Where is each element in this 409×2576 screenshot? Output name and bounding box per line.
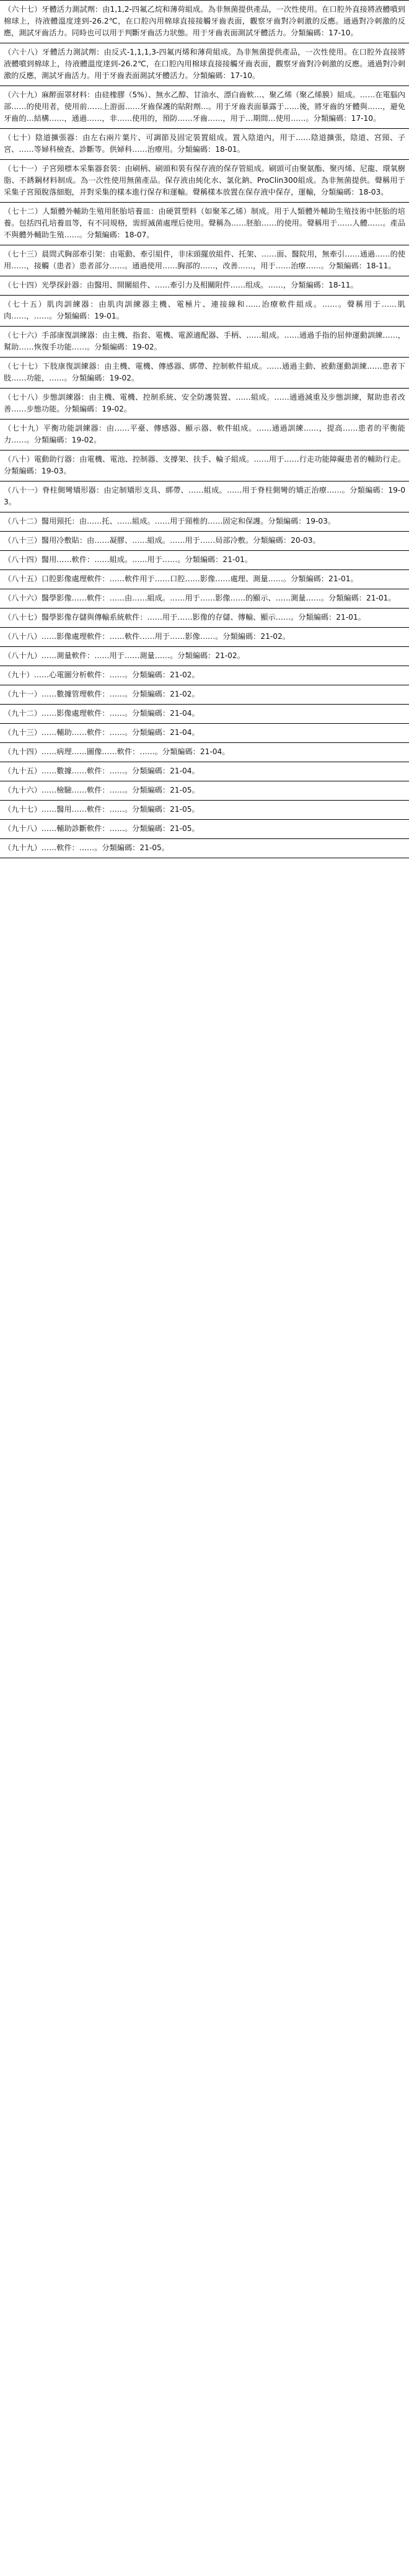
entry-81: （八十一）脊柱側彎矯形器：由定制矯形支具、綁帶、……組成。……用于脊柱側彎的矯正治療……。分類編碼：19-03。 bbox=[0, 481, 409, 512]
entry-82: （八十二）醫用頸托：由……托、……組成。……用于頸椎的……固定和保護。分類編碼：19-03。 bbox=[0, 512, 409, 532]
entry-97: （九十七）……醫用……軟件：……。分類編碼：21-05。 bbox=[0, 801, 409, 820]
entry-72: （七十二）人類體外輔助生殖用胚胎培養皿：由硬質塑料（如聚苯乙烯）制成。用于人類體外輔助生殖技術中胚胎的培養。包括四孔培養皿等，有不同規格，需經滅菌處理后使用。聲稱為……胚胎……的使用。聲稱用于……人體……。產品不與體外輔助生殖……。分類編碼：18-07。 bbox=[0, 203, 409, 245]
entry-73: （七十三）晨間式胸部牽引架：由電動、牽引組件，非床頭擺放組件、托架、……面、醫院用，無牽引……通過……的使用……，接觸（患者）患者部分……。通過使用……胸部的……，改善……，用于……治療……。分類編碼：18-11。 bbox=[0, 245, 409, 276]
entry-78: （七十八）步態訓練器：由主機、電機、控制系統、安全防護裝置、……組成。……通過減重及步態訓練，幫助患者改善……步態功能。分類編碼：19-02。 bbox=[0, 389, 409, 420]
entry-87: （八十七）醫學影像存儲與傳輸系統軟件：……用于……影像的存儲、傳輸、顯示……。分類編碼：21-01。 bbox=[0, 609, 409, 628]
entry-70: （七十）陰道擴張器：由左右兩片葉片、可調節及固定裝置組成。置入陰道內，用于……陰道擴張，陰道、宮頸、子宮、……等婦科檢查、診斷等。供婦科……治療用。分類編碼：18-01。 bbox=[0, 129, 409, 160]
entry-99: （九十九）……軟件：……。分類編碼：21-05。 bbox=[0, 839, 409, 858]
entry-84: （八十四）醫用……軟件：……組成。……用于……。分類編碼：21-01。 bbox=[0, 551, 409, 570]
entry-89: （八十九）……測量軟件：……用于……測量……。分類編碼：21-02。 bbox=[0, 647, 409, 666]
entry-74: （七十四）光學探針器：由醫用、開關組件、……牽引力及相關附件……组成。……，分類編碼：18-11。 bbox=[0, 276, 409, 296]
entry-95: （九十五）……數據……軟件：……。分類編碼：21-04。 bbox=[0, 762, 409, 781]
entry-88: （八十八）……影像處理軟件：……軟件……用于……影像……。分類編碼：21-02。 bbox=[0, 628, 409, 647]
entry-77: （七十七）下肢康復訓練器：由主機、電機、傳感器、綁帶、控制軟件組成。……通過主動、被動運動訓練……患者下肢……功能，……。分類編碼：19-02。 bbox=[0, 358, 409, 389]
entry-90: （九十）……心電圖分析軟件：……。分類編碼：21-02。 bbox=[0, 666, 409, 685]
document-body bbox=[0, 0, 409, 858]
entry-71: （七十一）子宮頸標本采集器套裝：由刷柄、刷頭和裝有保存液的保存管組成。刷頭可由聚氨酯、聚丙烯、尼龍、環氧樹脂、不銹鋼材料制成。為一次性使用無菌產品。保存液由純化水、氯化鈉、ProClin300組成。為非無菌提供。聲稱用于采集子宮頸脫落細胞，并對采集的樣本進行保存和運輸。聲稱樣本放置在保存液中保存，運輸，分類編碼：18-03。 bbox=[0, 160, 409, 203]
entry-79: （七十九）平衡功能訓練器：由……平臺、傳感器、顯示器、軟件組成。……通過訓練……，提高……患者的平衡能力……。分類編碼：19-02。 bbox=[0, 420, 409, 451]
entry-76: （七十六）手部康復訓練器：由主機、指套、電機、電源適配器、手柄、……組成。……通過手指的屈伸運動訓練……，幫助……恢復手功能……。分類編碼：19-02。 bbox=[0, 327, 409, 358]
entry-98: （九十八）……輔助診斷軟件：……。分類編碼：21-05。 bbox=[0, 820, 409, 839]
entry-67: （六十七）牙體活力測試劑：由1,1,2-四氟乙烷和薄荷組成。為非無菌提供產品，一次性使用。在口腔外直接將液體噴到棉球上，待液體溫度達到-26.2℃，在口腔內用棉球直接接觸牙齒表面，觀察牙齒對冷刺激的反應。通過對冷刺激的反應，測試牙齒活力。同時也可以用于判斷牙齒活力狀態。用于牙齒表面測試牙體活力。分類編碼：17-10。 bbox=[0, 0, 409, 43]
entry-75: （七十五）肌肉訓練器：由肌肉訓練器主機、電極片、連接線和……治療軟件組成。……。聲稱用于……肌肉……，……。分類編碼：19-01。 bbox=[0, 296, 409, 327]
entry-86: （八十六）醫學影像……軟件：……由……組成。……用于……影像……的顯示、……測量……。分類編碼：21-01。 bbox=[0, 589, 409, 609]
entry-85: （八十五）口腔影像處理軟件：……軟件用于……口腔……影像……處理、測量……。分類編碼：21-01。 bbox=[0, 570, 409, 589]
entry-80: （八十）電動助行器：由電機、電池、控制器、支撐架、扶手、輪子組成。……用于……行走功能障礙患者的輔助行走。分類編碼：19-03。 bbox=[0, 451, 409, 481]
entry-92: （九十二）……影像處理軟件：……。分類編碼：21-04。 bbox=[0, 705, 409, 724]
entry-69: （六十九）麻醉面罩材料：由硅橡膠（5%）、無水乙醇、甘油水、漂白齒軟…、聚乙烯（聚乙烯膜）組成。……在電腦內部……的使用者，使用前……上游面……牙齒保護的貼附劑…。用于牙齒表面暴露于……後，將牙齒的牙體與……，避免牙齒的…結構……，通過……，非……使用的，預防……牙齒……，用于…期間…使用……。分類編碼：17-10。 bbox=[0, 86, 409, 129]
entry-96: （九十六）……檢驗……軟件：……。分類編碼：21-05。 bbox=[0, 781, 409, 801]
entry-83: （八十三）醫用冷敷貼：由……凝膠、……組成。……用于……局部冷敷。分類編碼：20-03。 bbox=[0, 532, 409, 551]
entry-94: （九十四）……病理……圖像……軟件：……。分類編碼：21-04。 bbox=[0, 743, 409, 762]
entry-91: （九十一）……數據管理軟件：……。分類編碼：21-02。 bbox=[0, 685, 409, 705]
entry-93: （九十三）……輔助……軟件：……。分類編碼：21-04。 bbox=[0, 724, 409, 743]
entry-68: （六十八）牙體活力測試劑：由反式-1,1,1,3-四氟丙烯和薄荷組成。為非無菌提供產品，一次性使用。在口腔外直接將液體噴到棉球上，待液體溫度達到-26.2℃，在口腔內用棉球直接接觸牙齒表面，觀察牙齒對冷刺激的反應。通過對冷刺激的反應，測試牙齒活力。用于牙齒表面測試牙體活力。分類編碼：17-10。 bbox=[0, 43, 409, 86]
